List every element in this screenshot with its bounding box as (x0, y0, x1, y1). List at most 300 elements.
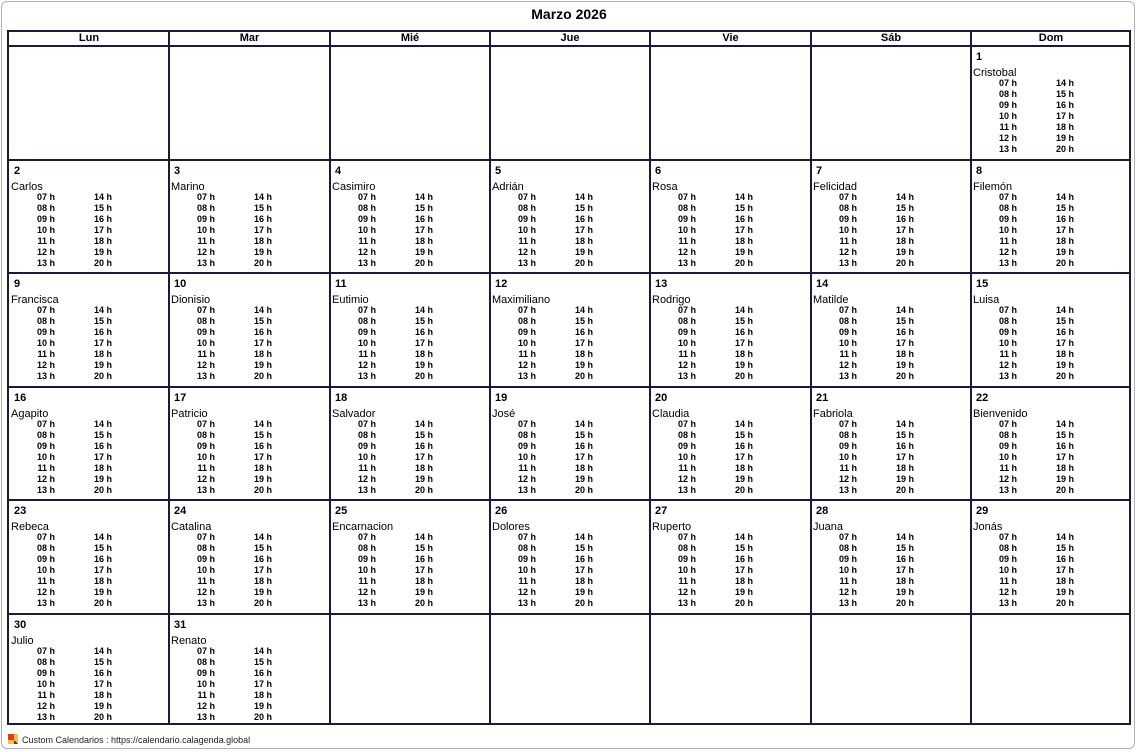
hour-slot-morning[interactable]: 12 h (36, 701, 55, 711)
hour-slot-morning[interactable]: 09 h (36, 554, 55, 564)
hour-slot-afternoon[interactable]: 15 h (574, 316, 593, 326)
hour-slot-afternoon[interactable]: 14 h (414, 532, 433, 542)
hour-slot-morning[interactable]: 10 h (36, 338, 55, 348)
footer-text[interactable]: Custom Calendarios : https://calendario.calagenda.global (22, 735, 251, 745)
hour-slot-morning[interactable]: 08 h (517, 203, 536, 213)
hour-slot-afternoon[interactable]: 19 h (895, 247, 914, 257)
hour-slot-morning[interactable]: 11 h (678, 576, 696, 586)
day-cell[interactable] (10, 161, 167, 272)
hour-slot-morning[interactable]: 10 h (36, 565, 55, 575)
hour-slot-morning[interactable]: 09 h (357, 554, 376, 564)
hour-slot-afternoon[interactable]: 20 h (253, 598, 272, 608)
hour-slot-morning[interactable]: 07 h (517, 305, 536, 315)
day-cell[interactable] (170, 274, 328, 385)
hour-slot-morning[interactable]: 08 h (677, 430, 696, 440)
hour-slot-afternoon[interactable]: 16 h (895, 327, 914, 337)
hour-slot-afternoon[interactable]: 17 h (93, 338, 112, 348)
hour-slot-afternoon[interactable]: 19 h (414, 587, 433, 597)
hour-slot-morning[interactable]: 08 h (196, 203, 215, 213)
hour-slot-afternoon[interactable]: 20 h (414, 371, 433, 381)
hour-slot-afternoon[interactable]: 20 h (93, 712, 112, 722)
day-cell[interactable] (331, 161, 488, 272)
hour-slot-afternoon[interactable]: 18 h (414, 576, 433, 586)
hour-slot-afternoon[interactable]: 20 h (93, 485, 112, 495)
hour-slot-afternoon[interactable]: 15 h (574, 203, 593, 213)
hour-slot-morning[interactable]: 12 h (998, 587, 1017, 597)
hour-slot-morning[interactable]: 08 h (36, 316, 55, 326)
hour-slot-morning[interactable]: 11 h (358, 576, 376, 586)
hour-slot-morning[interactable]: 08 h (838, 316, 857, 326)
hour-slot-morning[interactable]: 08 h (677, 543, 696, 553)
hour-slot-morning[interactable]: 13 h (196, 712, 215, 722)
hour-slot-morning[interactable]: 11 h (197, 576, 215, 586)
hour-slot-morning[interactable]: 13 h (36, 485, 55, 495)
hour-slot-afternoon[interactable]: 19 h (93, 701, 112, 711)
hour-slot-morning[interactable]: 10 h (357, 452, 376, 462)
hour-slot-afternoon[interactable]: 16 h (1055, 441, 1074, 451)
hour-slot-afternoon[interactable]: 18 h (1055, 576, 1074, 586)
hour-slot-afternoon[interactable]: 17 h (414, 338, 433, 348)
hour-slot-afternoon[interactable]: 16 h (414, 441, 433, 451)
hour-slot-morning[interactable]: 12 h (357, 587, 376, 597)
day-cell[interactable] (170, 501, 328, 612)
hour-slot-afternoon[interactable]: 18 h (1055, 349, 1074, 359)
hour-slot-morning[interactable]: 09 h (36, 327, 55, 337)
hour-slot-afternoon[interactable]: 20 h (253, 712, 272, 722)
hour-slot-morning[interactable]: 11 h (678, 463, 696, 473)
hour-slot-morning[interactable]: 10 h (196, 225, 215, 235)
hour-slot-afternoon[interactable]: 14 h (1055, 192, 1074, 202)
hour-slot-afternoon[interactable]: 19 h (93, 587, 112, 597)
hour-slot-afternoon[interactable]: 16 h (734, 554, 753, 564)
hour-slot-morning[interactable]: 09 h (998, 327, 1017, 337)
hour-slot-morning[interactable]: 09 h (36, 441, 55, 451)
hour-slot-afternoon[interactable]: 18 h (253, 463, 272, 473)
hour-slot-afternoon[interactable]: 19 h (93, 360, 112, 370)
hour-slot-afternoon[interactable]: 20 h (895, 371, 914, 381)
hour-slot-afternoon[interactable]: 14 h (414, 305, 433, 315)
hour-slot-morning[interactable]: 10 h (357, 565, 376, 575)
hour-slot-morning[interactable]: 10 h (517, 565, 536, 575)
hour-slot-morning[interactable]: 09 h (357, 327, 376, 337)
hour-slot-afternoon[interactable]: 15 h (1055, 430, 1074, 440)
hour-slot-afternoon[interactable]: 15 h (734, 430, 753, 440)
hour-slot-morning[interactable]: 13 h (677, 598, 696, 608)
hour-slot-afternoon[interactable]: 17 h (574, 338, 593, 348)
hour-slot-afternoon[interactable]: 16 h (253, 214, 272, 224)
hour-slot-morning[interactable]: 10 h (838, 565, 857, 575)
hour-slot-morning[interactable]: 09 h (196, 327, 215, 337)
hour-slot-afternoon[interactable]: 14 h (1055, 305, 1074, 315)
hour-slot-morning[interactable]: 07 h (517, 192, 536, 202)
hour-slot-afternoon[interactable]: 17 h (253, 452, 272, 462)
hour-slot-afternoon[interactable]: 15 h (1055, 543, 1074, 553)
hour-slot-afternoon[interactable]: 20 h (574, 485, 593, 495)
hour-slot-morning[interactable]: 12 h (196, 701, 215, 711)
hour-slot-afternoon[interactable]: 17 h (253, 338, 272, 348)
hour-slot-afternoon[interactable]: 19 h (895, 474, 914, 484)
hour-slot-afternoon[interactable]: 19 h (895, 360, 914, 370)
hour-slot-afternoon[interactable]: 19 h (895, 587, 914, 597)
hour-slot-morning[interactable]: 13 h (36, 258, 55, 268)
hour-slot-morning[interactable]: 11 h (197, 690, 215, 700)
hour-slot-afternoon[interactable]: 14 h (734, 192, 753, 202)
day-cell[interactable] (170, 388, 328, 499)
hour-slot-morning[interactable]: 13 h (838, 485, 857, 495)
hour-slot-morning[interactable]: 13 h (998, 485, 1017, 495)
hour-slot-afternoon[interactable]: 15 h (414, 430, 433, 440)
hour-slot-afternoon[interactable]: 16 h (253, 441, 272, 451)
hour-slot-afternoon[interactable]: 14 h (93, 305, 112, 315)
hour-slot-afternoon[interactable]: 19 h (414, 474, 433, 484)
hour-slot-morning[interactable]: 09 h (196, 214, 215, 224)
day-cell[interactable] (10, 274, 167, 385)
hour-slot-morning[interactable]: 10 h (677, 565, 696, 575)
hour-slot-afternoon[interactable]: 17 h (1055, 338, 1074, 348)
hour-slot-morning[interactable]: 08 h (998, 543, 1017, 553)
hour-slot-afternoon[interactable]: 16 h (253, 327, 272, 337)
hour-slot-morning[interactable]: 11 h (999, 576, 1017, 586)
hour-slot-morning[interactable]: 12 h (677, 587, 696, 597)
day-cell[interactable] (972, 161, 1129, 272)
hour-slot-morning[interactable]: 13 h (196, 598, 215, 608)
hour-slot-afternoon[interactable]: 17 h (1055, 452, 1074, 462)
day-cell[interactable] (331, 274, 488, 385)
hour-slot-afternoon[interactable]: 17 h (895, 452, 914, 462)
hour-slot-morning[interactable]: 07 h (838, 532, 857, 542)
hour-slot-afternoon[interactable]: 18 h (1055, 122, 1074, 132)
hour-slot-morning[interactable]: 10 h (677, 338, 696, 348)
hour-slot-morning[interactable]: 12 h (196, 474, 215, 484)
hour-slot-afternoon[interactable]: 19 h (734, 360, 753, 370)
day-cell[interactable] (10, 501, 167, 612)
hour-slot-afternoon[interactable]: 19 h (93, 247, 112, 257)
hour-slot-morning[interactable]: 13 h (36, 598, 55, 608)
hour-slot-afternoon[interactable]: 15 h (253, 316, 272, 326)
hour-slot-afternoon[interactable]: 16 h (93, 327, 112, 337)
hour-slot-afternoon[interactable]: 15 h (93, 430, 112, 440)
hour-slot-afternoon[interactable]: 14 h (895, 419, 914, 429)
hour-slot-afternoon[interactable]: 14 h (253, 532, 272, 542)
hour-slot-afternoon[interactable]: 15 h (734, 543, 753, 553)
hour-slot-morning[interactable]: 09 h (517, 554, 536, 564)
hour-slot-afternoon[interactable]: 14 h (414, 419, 433, 429)
hour-slot-afternoon[interactable]: 17 h (253, 679, 272, 689)
hour-slot-afternoon[interactable]: 14 h (1055, 419, 1074, 429)
hour-slot-afternoon[interactable]: 14 h (734, 305, 753, 315)
hour-slot-afternoon[interactable]: 15 h (253, 430, 272, 440)
hour-slot-afternoon[interactable]: 18 h (93, 349, 112, 359)
hour-slot-afternoon[interactable]: 14 h (93, 532, 112, 542)
hour-slot-afternoon[interactable]: 14 h (734, 419, 753, 429)
hour-slot-afternoon[interactable]: 20 h (93, 598, 112, 608)
hour-slot-morning[interactable]: 11 h (839, 576, 857, 586)
hour-slot-morning[interactable]: 12 h (517, 247, 536, 257)
hour-slot-morning[interactable]: 11 h (518, 349, 536, 359)
day-cell[interactable] (491, 388, 648, 499)
hour-slot-afternoon[interactable]: 17 h (1055, 111, 1074, 121)
hour-slot-afternoon[interactable]: 15 h (414, 316, 433, 326)
hour-slot-afternoon[interactable]: 20 h (253, 371, 272, 381)
hour-slot-morning[interactable]: 13 h (998, 371, 1017, 381)
hour-slot-morning[interactable]: 12 h (36, 247, 55, 257)
hour-slot-afternoon[interactable]: 18 h (734, 236, 753, 246)
hour-slot-afternoon[interactable]: 19 h (1055, 474, 1074, 484)
hour-slot-afternoon[interactable]: 14 h (253, 646, 272, 656)
hour-slot-morning[interactable]: 13 h (36, 712, 55, 722)
hour-slot-morning[interactable]: 08 h (357, 316, 376, 326)
hour-slot-afternoon[interactable]: 20 h (414, 598, 433, 608)
hour-slot-afternoon[interactable]: 14 h (93, 646, 112, 656)
hour-slot-afternoon[interactable]: 17 h (414, 565, 433, 575)
hour-slot-afternoon[interactable]: 15 h (253, 543, 272, 553)
hour-slot-morning[interactable]: 08 h (196, 657, 215, 667)
hour-slot-afternoon[interactable]: 19 h (93, 474, 112, 484)
hour-slot-morning[interactable]: 08 h (36, 657, 55, 667)
hour-slot-afternoon[interactable]: 17 h (574, 565, 593, 575)
hour-slot-morning[interactable]: 10 h (517, 452, 536, 462)
hour-slot-morning[interactable]: 10 h (838, 225, 857, 235)
hour-slot-morning[interactable]: 11 h (37, 236, 55, 246)
day-cell[interactable] (491, 501, 648, 612)
hour-slot-afternoon[interactable]: 19 h (574, 587, 593, 597)
hour-slot-morning[interactable]: 08 h (517, 316, 536, 326)
hour-slot-afternoon[interactable]: 14 h (253, 305, 272, 315)
hour-slot-morning[interactable]: 13 h (677, 258, 696, 268)
hour-slot-morning[interactable]: 09 h (357, 214, 376, 224)
hour-slot-afternoon[interactable]: 15 h (1055, 316, 1074, 326)
hour-slot-afternoon[interactable]: 16 h (574, 327, 593, 337)
hour-slot-morning[interactable]: 10 h (517, 338, 536, 348)
hour-slot-morning[interactable]: 07 h (196, 646, 215, 656)
hour-slot-afternoon[interactable]: 18 h (414, 463, 433, 473)
hour-slot-afternoon[interactable]: 20 h (93, 258, 112, 268)
day-cell[interactable] (812, 274, 969, 385)
hour-slot-afternoon[interactable]: 16 h (895, 441, 914, 451)
hour-slot-afternoon[interactable]: 14 h (734, 532, 753, 542)
hour-slot-afternoon[interactable]: 18 h (574, 236, 593, 246)
hour-slot-afternoon[interactable]: 17 h (93, 679, 112, 689)
hour-slot-afternoon[interactable]: 14 h (1055, 78, 1074, 88)
hour-slot-morning[interactable]: 13 h (517, 485, 536, 495)
hour-slot-afternoon[interactable]: 20 h (895, 598, 914, 608)
hour-slot-afternoon[interactable]: 20 h (414, 485, 433, 495)
hour-slot-afternoon[interactable]: 18 h (574, 576, 593, 586)
hour-slot-afternoon[interactable]: 19 h (1055, 360, 1074, 370)
hour-slot-afternoon[interactable]: 18 h (574, 349, 593, 359)
hour-slot-afternoon[interactable]: 16 h (253, 554, 272, 564)
hour-slot-afternoon[interactable]: 19 h (574, 360, 593, 370)
hour-slot-morning[interactable]: 07 h (36, 305, 55, 315)
hour-slot-afternoon[interactable]: 16 h (574, 214, 593, 224)
hour-slot-morning[interactable]: 09 h (36, 668, 55, 678)
hour-slot-morning[interactable]: 13 h (196, 258, 215, 268)
hour-slot-afternoon[interactable]: 20 h (253, 258, 272, 268)
hour-slot-morning[interactable]: 11 h (37, 690, 55, 700)
hour-slot-afternoon[interactable]: 18 h (414, 236, 433, 246)
hour-slot-afternoon[interactable]: 18 h (1055, 236, 1074, 246)
hour-slot-morning[interactable]: 07 h (677, 419, 696, 429)
hour-slot-afternoon[interactable]: 18 h (93, 690, 112, 700)
hour-slot-afternoon[interactable]: 15 h (93, 203, 112, 213)
hour-slot-afternoon[interactable]: 20 h (1055, 258, 1074, 268)
hour-slot-afternoon[interactable]: 18 h (253, 349, 272, 359)
hour-slot-morning[interactable]: 08 h (36, 543, 55, 553)
hour-slot-morning[interactable]: 07 h (677, 305, 696, 315)
hour-slot-afternoon[interactable]: 17 h (93, 452, 112, 462)
hour-slot-morning[interactable]: 11 h (197, 236, 215, 246)
hour-slot-morning[interactable]: 07 h (517, 532, 536, 542)
hour-slot-morning[interactable]: 12 h (36, 474, 55, 484)
hour-slot-morning[interactable]: 12 h (517, 474, 536, 484)
hour-slot-afternoon[interactable]: 15 h (1055, 89, 1074, 99)
hour-slot-morning[interactable]: 08 h (196, 543, 215, 553)
hour-slot-morning[interactable]: 07 h (357, 419, 376, 429)
hour-slot-morning[interactable]: 11 h (37, 349, 55, 359)
hour-slot-morning[interactable]: 07 h (357, 192, 376, 202)
hour-slot-afternoon[interactable]: 19 h (574, 247, 593, 257)
hour-slot-afternoon[interactable]: 14 h (895, 532, 914, 542)
hour-slot-afternoon[interactable]: 16 h (1055, 214, 1074, 224)
hour-slot-morning[interactable]: 11 h (999, 236, 1017, 246)
hour-slot-morning[interactable]: 10 h (677, 452, 696, 462)
hour-slot-afternoon[interactable]: 19 h (253, 247, 272, 257)
hour-slot-morning[interactable]: 10 h (36, 679, 55, 689)
hour-slot-afternoon[interactable]: 19 h (414, 247, 433, 257)
hour-slot-afternoon[interactable]: 20 h (574, 258, 593, 268)
hour-slot-morning[interactable]: 13 h (357, 371, 376, 381)
hour-slot-afternoon[interactable]: 19 h (1055, 247, 1074, 257)
hour-slot-afternoon[interactable]: 14 h (574, 532, 593, 542)
hour-slot-morning[interactable]: 11 h (839, 236, 857, 246)
hour-slot-morning[interactable]: 12 h (196, 247, 215, 257)
hour-slot-morning[interactable]: 10 h (998, 565, 1017, 575)
hour-slot-afternoon[interactable]: 19 h (414, 360, 433, 370)
hour-slot-morning[interactable]: 09 h (998, 554, 1017, 564)
day-cell[interactable] (491, 161, 648, 272)
hour-slot-afternoon[interactable]: 18 h (574, 463, 593, 473)
day-cell[interactable] (651, 274, 809, 385)
hour-slot-morning[interactable]: 12 h (196, 360, 215, 370)
hour-slot-morning[interactable]: 12 h (838, 360, 857, 370)
day-cell[interactable] (170, 615, 328, 726)
hour-slot-afternoon[interactable]: 18 h (253, 236, 272, 246)
hour-slot-morning[interactable]: 13 h (36, 371, 55, 381)
hour-slot-afternoon[interactable]: 20 h (93, 371, 112, 381)
hour-slot-morning[interactable]: 08 h (998, 316, 1017, 326)
hour-slot-morning[interactable]: 10 h (196, 565, 215, 575)
hour-slot-morning[interactable]: 09 h (196, 668, 215, 678)
hour-slot-morning[interactable]: 09 h (998, 100, 1017, 110)
hour-slot-morning[interactable]: 08 h (196, 430, 215, 440)
day-cell[interactable] (491, 274, 648, 385)
hour-slot-afternoon[interactable]: 16 h (414, 554, 433, 564)
hour-slot-afternoon[interactable]: 17 h (414, 225, 433, 235)
hour-slot-afternoon[interactable]: 17 h (895, 338, 914, 348)
hour-slot-afternoon[interactable]: 19 h (734, 587, 753, 597)
hour-slot-morning[interactable]: 12 h (517, 360, 536, 370)
hour-slot-morning[interactable]: 09 h (677, 327, 696, 337)
hour-slot-morning[interactable]: 07 h (36, 419, 55, 429)
hour-slot-afternoon[interactable]: 16 h (414, 214, 433, 224)
hour-slot-afternoon[interactable]: 16 h (253, 668, 272, 678)
hour-slot-morning[interactable]: 09 h (838, 327, 857, 337)
hour-slot-morning[interactable]: 11 h (197, 463, 215, 473)
hour-slot-afternoon[interactable]: 16 h (414, 327, 433, 337)
hour-slot-morning[interactable]: 08 h (517, 430, 536, 440)
hour-slot-morning[interactable]: 07 h (838, 419, 857, 429)
hour-slot-afternoon[interactable]: 14 h (93, 419, 112, 429)
hour-slot-morning[interactable]: 09 h (998, 441, 1017, 451)
hour-slot-afternoon[interactable]: 15 h (253, 657, 272, 667)
hour-slot-morning[interactable]: 08 h (517, 543, 536, 553)
hour-slot-afternoon[interactable]: 20 h (895, 485, 914, 495)
hour-slot-afternoon[interactable]: 16 h (574, 441, 593, 451)
hour-slot-afternoon[interactable]: 18 h (895, 463, 914, 473)
hour-slot-afternoon[interactable]: 17 h (895, 565, 914, 575)
hour-slot-morning[interactable]: 08 h (357, 430, 376, 440)
hour-slot-morning[interactable]: 08 h (998, 430, 1017, 440)
hour-slot-morning[interactable]: 13 h (357, 598, 376, 608)
hour-slot-morning[interactable]: 09 h (357, 441, 376, 451)
hour-slot-morning[interactable]: 07 h (517, 419, 536, 429)
hour-slot-afternoon[interactable]: 16 h (1055, 100, 1074, 110)
hour-slot-afternoon[interactable]: 17 h (895, 225, 914, 235)
day-cell[interactable] (972, 501, 1129, 612)
hour-slot-morning[interactable]: 10 h (357, 225, 376, 235)
hour-slot-morning[interactable]: 10 h (998, 225, 1017, 235)
hour-slot-afternoon[interactable]: 14 h (574, 192, 593, 202)
hour-slot-morning[interactable]: 10 h (517, 225, 536, 235)
hour-slot-morning[interactable]: 11 h (678, 349, 696, 359)
hour-slot-afternoon[interactable]: 16 h (734, 327, 753, 337)
hour-slot-afternoon[interactable]: 15 h (895, 430, 914, 440)
hour-slot-afternoon[interactable]: 17 h (1055, 565, 1074, 575)
hour-slot-morning[interactable]: 10 h (998, 452, 1017, 462)
hour-slot-morning[interactable]: 07 h (36, 192, 55, 202)
hour-slot-morning[interactable]: 08 h (196, 316, 215, 326)
hour-slot-morning[interactable]: 09 h (517, 441, 536, 451)
hour-slot-morning[interactable]: 12 h (36, 587, 55, 597)
hour-slot-morning[interactable]: 09 h (517, 214, 536, 224)
hour-slot-afternoon[interactable]: 20 h (734, 258, 753, 268)
day-cell[interactable] (812, 388, 969, 499)
hour-slot-morning[interactable]: 12 h (196, 587, 215, 597)
hour-slot-afternoon[interactable]: 18 h (1055, 463, 1074, 473)
hour-slot-morning[interactable]: 11 h (678, 236, 696, 246)
hour-slot-afternoon[interactable]: 20 h (1055, 144, 1074, 154)
hour-slot-morning[interactable]: 10 h (998, 111, 1017, 121)
hour-slot-morning[interactable]: 12 h (998, 474, 1017, 484)
day-cell[interactable] (812, 161, 969, 272)
hour-slot-morning[interactable]: 12 h (357, 247, 376, 257)
hour-slot-morning[interactable]: 10 h (196, 338, 215, 348)
hour-slot-afternoon[interactable]: 20 h (1055, 371, 1074, 381)
hour-slot-afternoon[interactable]: 19 h (574, 474, 593, 484)
day-cell[interactable] (651, 388, 809, 499)
hour-slot-afternoon[interactable]: 20 h (734, 598, 753, 608)
hour-slot-morning[interactable]: 12 h (357, 360, 376, 370)
hour-slot-afternoon[interactable]: 15 h (734, 203, 753, 213)
hour-slot-afternoon[interactable]: 18 h (93, 463, 112, 473)
hour-slot-afternoon[interactable]: 15 h (414, 203, 433, 213)
hour-slot-morning[interactable]: 11 h (518, 576, 536, 586)
hour-slot-afternoon[interactable]: 19 h (734, 247, 753, 257)
hour-slot-morning[interactable]: 12 h (357, 474, 376, 484)
hour-slot-afternoon[interactable]: 20 h (1055, 598, 1074, 608)
hour-slot-morning[interactable]: 12 h (677, 247, 696, 257)
hour-slot-afternoon[interactable]: 18 h (734, 576, 753, 586)
